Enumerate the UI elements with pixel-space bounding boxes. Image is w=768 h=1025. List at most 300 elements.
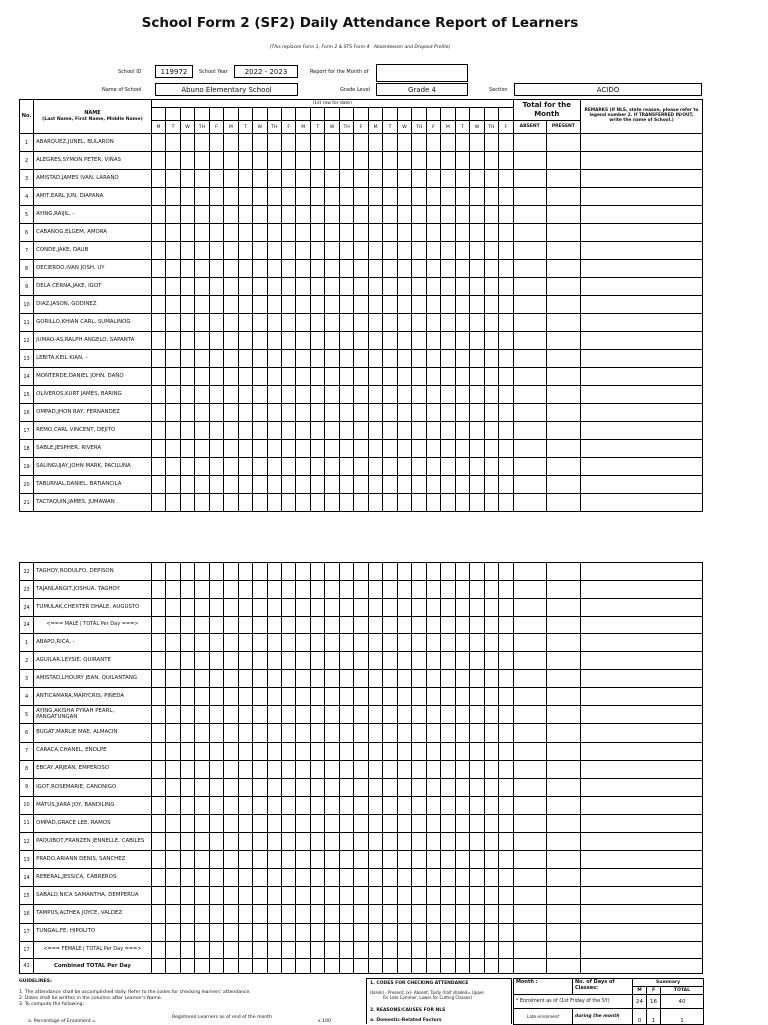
attendance-cell[interactable]: [499, 796, 513, 814]
total-cell[interactable]: [166, 958, 180, 973]
present-count-cell[interactable]: [546, 242, 580, 260]
attendance-cell[interactable]: [296, 476, 310, 494]
attendance-cell[interactable]: [470, 706, 484, 724]
attendance-cell[interactable]: [238, 599, 252, 617]
absent-count-cell[interactable]: [513, 278, 546, 296]
attendance-cell[interactable]: [368, 796, 382, 814]
attendance-cell[interactable]: [325, 494, 339, 512]
attendance-cell[interactable]: [310, 724, 324, 742]
attendance-cell[interactable]: [224, 652, 238, 670]
attendance-cell[interactable]: [499, 260, 514, 278]
attendance-cell[interactable]: [209, 278, 223, 296]
total-cell[interactable]: [580, 617, 702, 634]
attendance-cell[interactable]: [339, 314, 353, 332]
attendance-cell[interactable]: [238, 887, 252, 905]
date-cell[interactable]: [282, 108, 296, 121]
attendance-cell[interactable]: [470, 134, 484, 152]
total-cell[interactable]: [354, 617, 368, 634]
attendance-cell[interactable]: [354, 923, 368, 941]
attendance-cell[interactable]: [441, 350, 455, 368]
attendance-cell[interactable]: [282, 404, 296, 422]
attendance-cell[interactable]: [166, 386, 180, 404]
attendance-cell[interactable]: [325, 670, 339, 688]
attendance-cell[interactable]: [151, 814, 165, 832]
attendance-cell[interactable]: [484, 458, 498, 476]
attendance-cell[interactable]: [484, 134, 498, 152]
attendance-cell[interactable]: [238, 563, 252, 581]
attendance-cell[interactable]: [455, 422, 469, 440]
attendance-cell[interactable]: [412, 760, 426, 778]
attendance-cell[interactable]: [195, 422, 209, 440]
attendance-cell[interactable]: [253, 332, 267, 350]
attendance-cell[interactable]: [195, 350, 209, 368]
total-cell[interactable]: [484, 617, 498, 634]
attendance-cell[interactable]: [339, 152, 353, 170]
attendance-cell[interactable]: [484, 314, 498, 332]
remarks-cell[interactable]: [580, 368, 702, 386]
attendance-cell[interactable]: [455, 350, 469, 368]
present-count-cell[interactable]: [546, 581, 580, 599]
attendance-cell[interactable]: [441, 742, 455, 760]
attendance-cell[interactable]: [426, 494, 440, 512]
attendance-cell[interactable]: [224, 350, 238, 368]
attendance-cell[interactable]: [195, 670, 209, 688]
attendance-cell[interactable]: [383, 581, 397, 599]
attendance-cell[interactable]: [151, 706, 165, 724]
attendance-cell[interactable]: [166, 242, 180, 260]
attendance-cell[interactable]: [499, 350, 514, 368]
attendance-cell[interactable]: [310, 494, 324, 512]
total-cell[interactable]: [151, 941, 165, 958]
attendance-cell[interactable]: [282, 134, 296, 152]
absent-count-cell[interactable]: [513, 778, 546, 796]
attendance-cell[interactable]: [325, 368, 339, 386]
attendance-cell[interactable]: [282, 350, 296, 368]
attendance-cell[interactable]: [412, 260, 426, 278]
attendance-cell[interactable]: [224, 368, 238, 386]
absent-count-cell[interactable]: [513, 242, 546, 260]
attendance-cell[interactable]: [339, 742, 353, 760]
attendance-cell[interactable]: [238, 422, 252, 440]
attendance-cell[interactable]: [426, 386, 440, 404]
total-cell[interactable]: [484, 958, 498, 973]
attendance-cell[interactable]: [426, 742, 440, 760]
attendance-cell[interactable]: [224, 905, 238, 923]
attendance-cell[interactable]: [383, 887, 397, 905]
total-cell[interactable]: [282, 958, 296, 973]
attendance-cell[interactable]: [397, 476, 411, 494]
attendance-cell[interactable]: [253, 404, 267, 422]
attendance-cell[interactable]: [180, 869, 194, 887]
present-count-cell[interactable]: [546, 869, 580, 887]
attendance-cell[interactable]: [455, 581, 469, 599]
attendance-cell[interactable]: [368, 296, 382, 314]
attendance-cell[interactable]: [238, 458, 252, 476]
attendance-cell[interactable]: [166, 260, 180, 278]
attendance-cell[interactable]: [267, 350, 281, 368]
absent-count-cell[interactable]: [513, 581, 546, 599]
attendance-cell[interactable]: [325, 706, 339, 724]
attendance-cell[interactable]: [267, 869, 281, 887]
attendance-cell[interactable]: [484, 404, 498, 422]
attendance-cell[interactable]: [310, 670, 324, 688]
attendance-cell[interactable]: [224, 563, 238, 581]
attendance-cell[interactable]: [383, 278, 397, 296]
remarks-cell[interactable]: [580, 242, 702, 260]
attendance-cell[interactable]: [282, 224, 296, 242]
attendance-cell[interactable]: [455, 599, 469, 617]
absent-count-cell[interactable]: [513, 563, 546, 581]
present-count-cell[interactable]: [546, 494, 580, 512]
attendance-cell[interactable]: [339, 278, 353, 296]
attendance-cell[interactable]: [253, 422, 267, 440]
attendance-cell[interactable]: [180, 134, 194, 152]
attendance-cell[interactable]: [267, 440, 281, 458]
present-count-cell[interactable]: [546, 652, 580, 670]
attendance-cell[interactable]: [180, 851, 194, 869]
attendance-cell[interactable]: [325, 887, 339, 905]
attendance-cell[interactable]: [238, 440, 252, 458]
attendance-cell[interactable]: [310, 599, 324, 617]
attendance-cell[interactable]: [455, 833, 469, 851]
attendance-cell[interactable]: [282, 494, 296, 512]
attendance-cell[interactable]: [354, 332, 368, 350]
absent-count-cell[interactable]: [513, 404, 546, 422]
attendance-cell[interactable]: [238, 242, 252, 260]
attendance-cell[interactable]: [224, 134, 238, 152]
attendance-cell[interactable]: [325, 851, 339, 869]
remarks-cell[interactable]: [580, 422, 702, 440]
attendance-cell[interactable]: [224, 242, 238, 260]
attendance-cell[interactable]: [368, 458, 382, 476]
attendance-cell[interactable]: [470, 634, 484, 652]
attendance-cell[interactable]: [166, 422, 180, 440]
remarks-cell[interactable]: [580, 260, 702, 278]
absent-count-cell[interactable]: [513, 224, 546, 242]
attendance-cell[interactable]: [151, 851, 165, 869]
attendance-cell[interactable]: [224, 778, 238, 796]
attendance-cell[interactable]: [180, 278, 194, 296]
attendance-cell[interactable]: [441, 458, 455, 476]
attendance-cell[interactable]: [296, 332, 310, 350]
attendance-cell[interactable]: [296, 152, 310, 170]
attendance-cell[interactable]: [209, 368, 223, 386]
attendance-cell[interactable]: [325, 724, 339, 742]
attendance-cell[interactable]: [354, 599, 368, 617]
attendance-cell[interactable]: [195, 581, 209, 599]
attendance-cell[interactable]: [397, 278, 411, 296]
attendance-cell[interactable]: [151, 634, 165, 652]
attendance-cell[interactable]: [339, 652, 353, 670]
attendance-cell[interactable]: [325, 440, 339, 458]
remarks-cell[interactable]: [580, 688, 702, 706]
attendance-cell[interactable]: [484, 724, 498, 742]
attendance-cell[interactable]: [441, 887, 455, 905]
total-cell[interactable]: [397, 617, 411, 634]
remarks-cell[interactable]: [580, 314, 702, 332]
total-cell[interactable]: [209, 941, 223, 958]
attendance-cell[interactable]: [238, 170, 252, 188]
attendance-cell[interactable]: [310, 778, 324, 796]
attendance-cell[interactable]: [224, 188, 238, 206]
total-cell[interactable]: [310, 958, 324, 973]
attendance-cell[interactable]: [238, 368, 252, 386]
attendance-cell[interactable]: [354, 742, 368, 760]
attendance-cell[interactable]: [209, 688, 223, 706]
attendance-cell[interactable]: [209, 814, 223, 832]
attendance-cell[interactable]: [282, 724, 296, 742]
attendance-cell[interactable]: [282, 581, 296, 599]
remarks-cell[interactable]: [580, 796, 702, 814]
attendance-cell[interactable]: [368, 742, 382, 760]
attendance-cell[interactable]: [238, 476, 252, 494]
attendance-cell[interactable]: [397, 760, 411, 778]
remarks-cell[interactable]: [580, 814, 702, 832]
attendance-cell[interactable]: [282, 670, 296, 688]
attendance-cell[interactable]: [455, 796, 469, 814]
attendance-cell[interactable]: [267, 260, 281, 278]
attendance-cell[interactable]: [354, 314, 368, 332]
attendance-cell[interactable]: [397, 152, 411, 170]
attendance-cell[interactable]: [267, 814, 281, 832]
absent-count-cell[interactable]: [513, 869, 546, 887]
attendance-cell[interactable]: [224, 724, 238, 742]
attendance-cell[interactable]: [441, 634, 455, 652]
attendance-cell[interactable]: [412, 422, 426, 440]
attendance-cell[interactable]: [325, 458, 339, 476]
attendance-cell[interactable]: [238, 670, 252, 688]
attendance-cell[interactable]: [166, 440, 180, 458]
attendance-cell[interactable]: [354, 206, 368, 224]
attendance-cell[interactable]: [412, 440, 426, 458]
attendance-cell[interactable]: [368, 778, 382, 796]
attendance-cell[interactable]: [383, 869, 397, 887]
absent-count-cell[interactable]: [513, 152, 546, 170]
attendance-cell[interactable]: [209, 494, 223, 512]
attendance-cell[interactable]: [484, 296, 498, 314]
attendance-cell[interactable]: [499, 494, 514, 512]
attendance-cell[interactable]: [455, 706, 469, 724]
attendance-cell[interactable]: [383, 851, 397, 869]
total-cell[interactable]: [354, 941, 368, 958]
attendance-cell[interactable]: [441, 206, 455, 224]
attendance-cell[interactable]: [253, 760, 267, 778]
attendance-cell[interactable]: [368, 224, 382, 242]
attendance-cell[interactable]: [209, 152, 223, 170]
attendance-cell[interactable]: [426, 887, 440, 905]
attendance-cell[interactable]: [195, 242, 209, 260]
attendance-cell[interactable]: [282, 869, 296, 887]
date-cell[interactable]: [209, 108, 223, 121]
attendance-cell[interactable]: [499, 314, 514, 332]
attendance-cell[interactable]: [209, 134, 223, 152]
attendance-cell[interactable]: [151, 688, 165, 706]
total-cell[interactable]: [224, 958, 238, 973]
attendance-cell[interactable]: [383, 296, 397, 314]
attendance-cell[interactable]: [470, 724, 484, 742]
attendance-cell[interactable]: [339, 869, 353, 887]
attendance-cell[interactable]: [412, 368, 426, 386]
attendance-cell[interactable]: [354, 760, 368, 778]
attendance-cell[interactable]: [253, 833, 267, 851]
attendance-cell[interactable]: [310, 742, 324, 760]
attendance-cell[interactable]: [499, 296, 514, 314]
attendance-cell[interactable]: [224, 260, 238, 278]
attendance-cell[interactable]: [325, 869, 339, 887]
total-cell[interactable]: [180, 941, 194, 958]
attendance-cell[interactable]: [455, 368, 469, 386]
attendance-cell[interactable]: [253, 670, 267, 688]
attendance-cell[interactable]: [339, 440, 353, 458]
present-count-cell[interactable]: [546, 706, 580, 724]
attendance-cell[interactable]: [426, 760, 440, 778]
attendance-cell[interactable]: [209, 869, 223, 887]
attendance-cell[interactable]: [397, 742, 411, 760]
present-count-cell[interactable]: [546, 599, 580, 617]
attendance-cell[interactable]: [383, 742, 397, 760]
attendance-cell[interactable]: [412, 332, 426, 350]
total-cell[interactable]: [546, 941, 580, 958]
attendance-cell[interactable]: [441, 905, 455, 923]
attendance-cell[interactable]: [339, 634, 353, 652]
present-count-cell[interactable]: [546, 833, 580, 851]
attendance-cell[interactable]: [310, 887, 324, 905]
attendance-cell[interactable]: [325, 476, 339, 494]
total-cell[interactable]: [426, 941, 440, 958]
attendance-cell[interactable]: [484, 887, 498, 905]
attendance-cell[interactable]: [368, 905, 382, 923]
attendance-cell[interactable]: [455, 242, 469, 260]
attendance-cell[interactable]: [354, 869, 368, 887]
attendance-cell[interactable]: [484, 386, 498, 404]
attendance-cell[interactable]: [180, 887, 194, 905]
attendance-cell[interactable]: [383, 134, 397, 152]
attendance-cell[interactable]: [166, 350, 180, 368]
attendance-cell[interactable]: [166, 224, 180, 242]
attendance-cell[interactable]: [296, 314, 310, 332]
attendance-cell[interactable]: [470, 796, 484, 814]
attendance-cell[interactable]: [195, 476, 209, 494]
attendance-cell[interactable]: [296, 206, 310, 224]
attendance-cell[interactable]: [224, 706, 238, 724]
attendance-cell[interactable]: [253, 494, 267, 512]
attendance-cell[interactable]: [180, 923, 194, 941]
attendance-cell[interactable]: [455, 134, 469, 152]
attendance-cell[interactable]: [441, 404, 455, 422]
attendance-cell[interactable]: [484, 332, 498, 350]
total-cell[interactable]: [166, 941, 180, 958]
attendance-cell[interactable]: [253, 476, 267, 494]
absent-count-cell[interactable]: [513, 923, 546, 941]
attendance-cell[interactable]: [180, 724, 194, 742]
attendance-cell[interactable]: [253, 296, 267, 314]
attendance-cell[interactable]: [310, 476, 324, 494]
attendance-cell[interactable]: [397, 458, 411, 476]
attendance-cell[interactable]: [484, 260, 498, 278]
attendance-cell[interactable]: [412, 887, 426, 905]
attendance-cell[interactable]: [470, 242, 484, 260]
attendance-cell[interactable]: [455, 814, 469, 832]
date-cell[interactable]: [470, 108, 484, 121]
attendance-cell[interactable]: [310, 242, 324, 260]
attendance-cell[interactable]: [180, 206, 194, 224]
attendance-cell[interactable]: [253, 314, 267, 332]
attendance-cell[interactable]: [499, 905, 513, 923]
attendance-cell[interactable]: [484, 242, 498, 260]
attendance-cell[interactable]: [368, 851, 382, 869]
attendance-cell[interactable]: [455, 260, 469, 278]
attendance-cell[interactable]: [354, 905, 368, 923]
attendance-cell[interactable]: [426, 134, 440, 152]
remarks-cell[interactable]: [580, 634, 702, 652]
attendance-cell[interactable]: [180, 742, 194, 760]
absent-count-cell[interactable]: [513, 494, 546, 512]
attendance-cell[interactable]: [397, 706, 411, 724]
attendance-cell[interactable]: [441, 242, 455, 260]
remarks-cell[interactable]: [580, 851, 702, 869]
attendance-cell[interactable]: [166, 278, 180, 296]
attendance-cell[interactable]: [195, 796, 209, 814]
present-count-cell[interactable]: [546, 905, 580, 923]
attendance-cell[interactable]: [441, 152, 455, 170]
attendance-cell[interactable]: [397, 242, 411, 260]
attendance-cell[interactable]: [455, 887, 469, 905]
total-cell[interactable]: [267, 941, 281, 958]
attendance-cell[interactable]: [238, 706, 252, 724]
attendance-cell[interactable]: [339, 476, 353, 494]
attendance-cell[interactable]: [426, 634, 440, 652]
attendance-cell[interactable]: [282, 599, 296, 617]
attendance-cell[interactable]: [368, 260, 382, 278]
attendance-cell[interactable]: [441, 724, 455, 742]
attendance-cell[interactable]: [354, 386, 368, 404]
present-count-cell[interactable]: [546, 260, 580, 278]
present-count-cell[interactable]: [546, 404, 580, 422]
attendance-cell[interactable]: [325, 206, 339, 224]
attendance-cell[interactable]: [455, 670, 469, 688]
attendance-cell[interactable]: [426, 332, 440, 350]
attendance-cell[interactable]: [224, 599, 238, 617]
attendance-cell[interactable]: [282, 851, 296, 869]
attendance-cell[interactable]: [383, 314, 397, 332]
attendance-cell[interactable]: [310, 314, 324, 332]
attendance-cell[interactable]: [310, 814, 324, 832]
attendance-cell[interactable]: [151, 242, 165, 260]
attendance-cell[interactable]: [296, 887, 310, 905]
attendance-cell[interactable]: [484, 599, 498, 617]
attendance-cell[interactable]: [383, 206, 397, 224]
attendance-cell[interactable]: [354, 833, 368, 851]
attendance-cell[interactable]: [441, 224, 455, 242]
total-cell[interactable]: [339, 958, 353, 973]
attendance-cell[interactable]: [195, 332, 209, 350]
attendance-cell[interactable]: [166, 368, 180, 386]
attendance-cell[interactable]: [484, 706, 498, 724]
attendance-cell[interactable]: [209, 314, 223, 332]
attendance-cell[interactable]: [282, 386, 296, 404]
attendance-cell[interactable]: [397, 670, 411, 688]
attendance-cell[interactable]: [339, 242, 353, 260]
attendance-cell[interactable]: [296, 368, 310, 386]
attendance-cell[interactable]: [441, 923, 455, 941]
total-cell[interactable]: [580, 941, 702, 958]
remarks-cell[interactable]: [580, 440, 702, 458]
attendance-cell[interactable]: [151, 458, 165, 476]
present-count-cell[interactable]: [546, 923, 580, 941]
attendance-cell[interactable]: [426, 152, 440, 170]
attendance-cell[interactable]: [209, 581, 223, 599]
present-count-cell[interactable]: [546, 152, 580, 170]
